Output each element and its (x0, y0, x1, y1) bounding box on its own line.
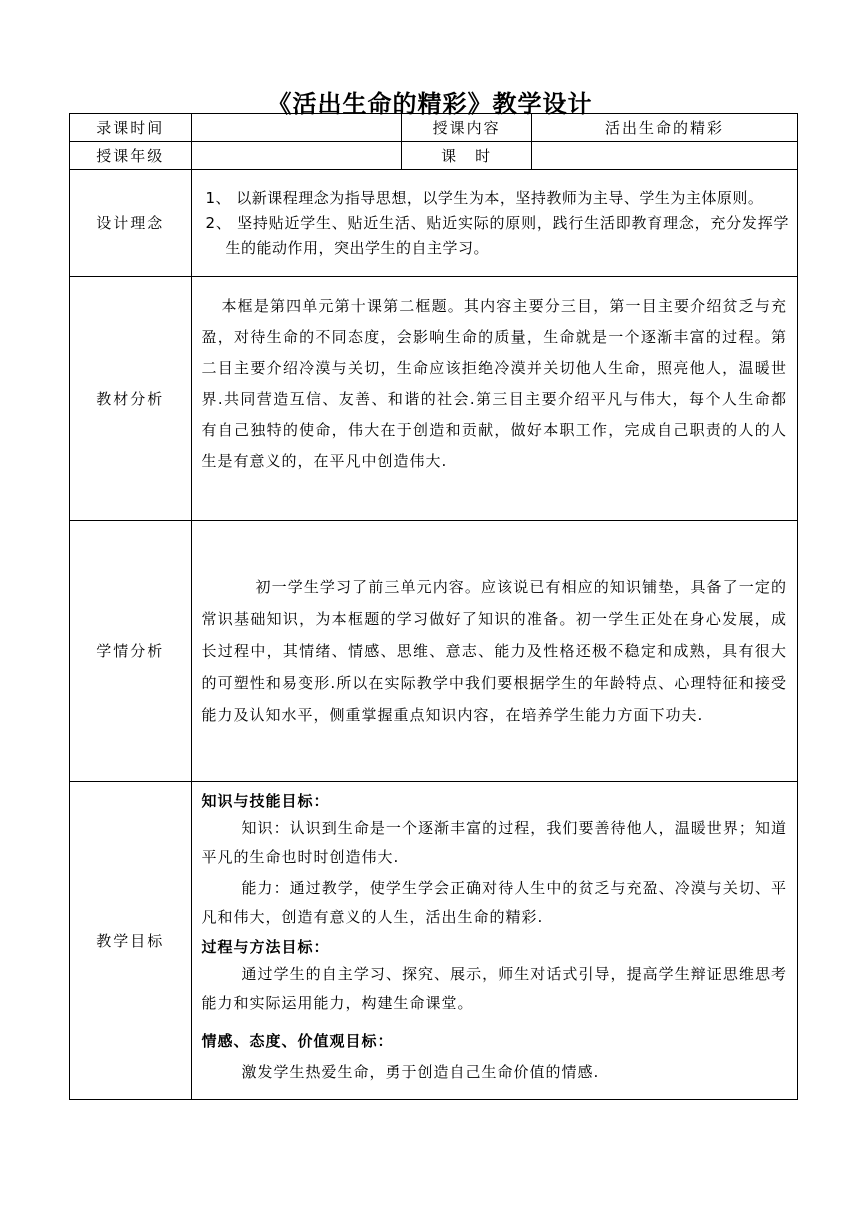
process-heading: 过程与方法目标： (201, 938, 330, 956)
textbook-label: 教材分析 (70, 277, 192, 521)
ability-text: 能力：通过教学，使学生学会正确对待人生中的贫乏与充盈、冷漠与关切、平凡和伟大，创造有意义的人生，活出生命的精彩. (201, 879, 787, 926)
row-students (70, 521, 798, 782)
goals-content (191, 782, 798, 1100)
textbook-content (191, 277, 798, 521)
hours-label: 课 时 (402, 142, 532, 170)
process-text: 通过学生的自主学习、探究、展示，师生对话式引导，提高学生辩证思维思考能力和实际运用能力，构建生命课堂。 (201, 965, 787, 1012)
lesson-design-table (69, 113, 798, 1100)
design-item-1: 1、 以新课程理念为指导思想，以学生为本，坚持教师为主导、学生为主体原则。 (205, 188, 764, 207)
hours-value (531, 142, 797, 170)
row-textbook (70, 277, 798, 521)
knowledge-heading: 知识与技能目标： (201, 792, 330, 810)
grade-value (191, 142, 402, 170)
textbook-text: 本框是第四单元第十课第二框题。其内容主要分三目，第一目主要介绍贫乏与充盈，对待生命的不同态度，会影响生命的质量，生命就是一个逐渐丰富的过程。第二目主要介绍冷漠与关切，生命应该拒绝冷漠并关切他人生命，照亮他人，温暖世界.共同营造互信、友善、和谐的社会.第三目主要介绍平凡与伟大，每个人生命都有自己独特的使命，伟大在于创造和贡献，做好本职工作，完成自己职责的人的人生是有意义的，在平凡中创造伟大. (201, 297, 787, 470)
record-time-label: 录课时间 (70, 114, 192, 142)
row-goals (70, 782, 798, 1100)
design-label: 设计理念 (70, 170, 192, 277)
row-grade (70, 142, 798, 170)
design-content (191, 170, 798, 277)
students-text: 初一学生学习了前三单元内容。应该说已有相应的知识铺垫，具备了一定的常识基础知识，为本框题的学习做好了知识的准备。初一学生正处在身心发展，成长过程中，其情绪、情感、思维、意志、能力及性格还极不稳定和成熟，具有很大的可塑性和易变形.所以在实际教学中我们要根据学生的年龄特点、心理特征和接受能力及认知水平，侧重掌握重点知识内容，在培养学生能力方面下功夫. (201, 578, 787, 724)
design-item-2: 2、 坚持贴近学生、贴近生活、贴近实际的原则，践行生活即教育理念，充分发挥学生的能动作用，突出学生的自主学习。 (205, 213, 789, 257)
content-value: 活出生命的精彩 (531, 114, 797, 142)
row-design (70, 170, 798, 277)
knowledge-text: 知识：认识到生命是一个逐渐丰富的过程，我们要善待他人，温暖世界；知道平凡的生命也时时创造伟大. (201, 819, 787, 866)
row-record-time (70, 114, 798, 142)
students-label: 学情分析 (70, 521, 192, 782)
document-title: 《活出生命的精彩》教学设计 (267, 90, 593, 118)
grade-label: 授课年级 (70, 142, 192, 170)
record-time-value (191, 114, 402, 142)
goals-label: 教学目标 (70, 782, 192, 1100)
emotion-heading: 情感、态度、价值观目标： (201, 1032, 394, 1050)
students-content (191, 521, 798, 782)
emotion-text: 激发学生热爱生命，勇于创造自己生命价值的情感. (241, 1063, 600, 1081)
content-label: 授课内容 (402, 114, 532, 142)
